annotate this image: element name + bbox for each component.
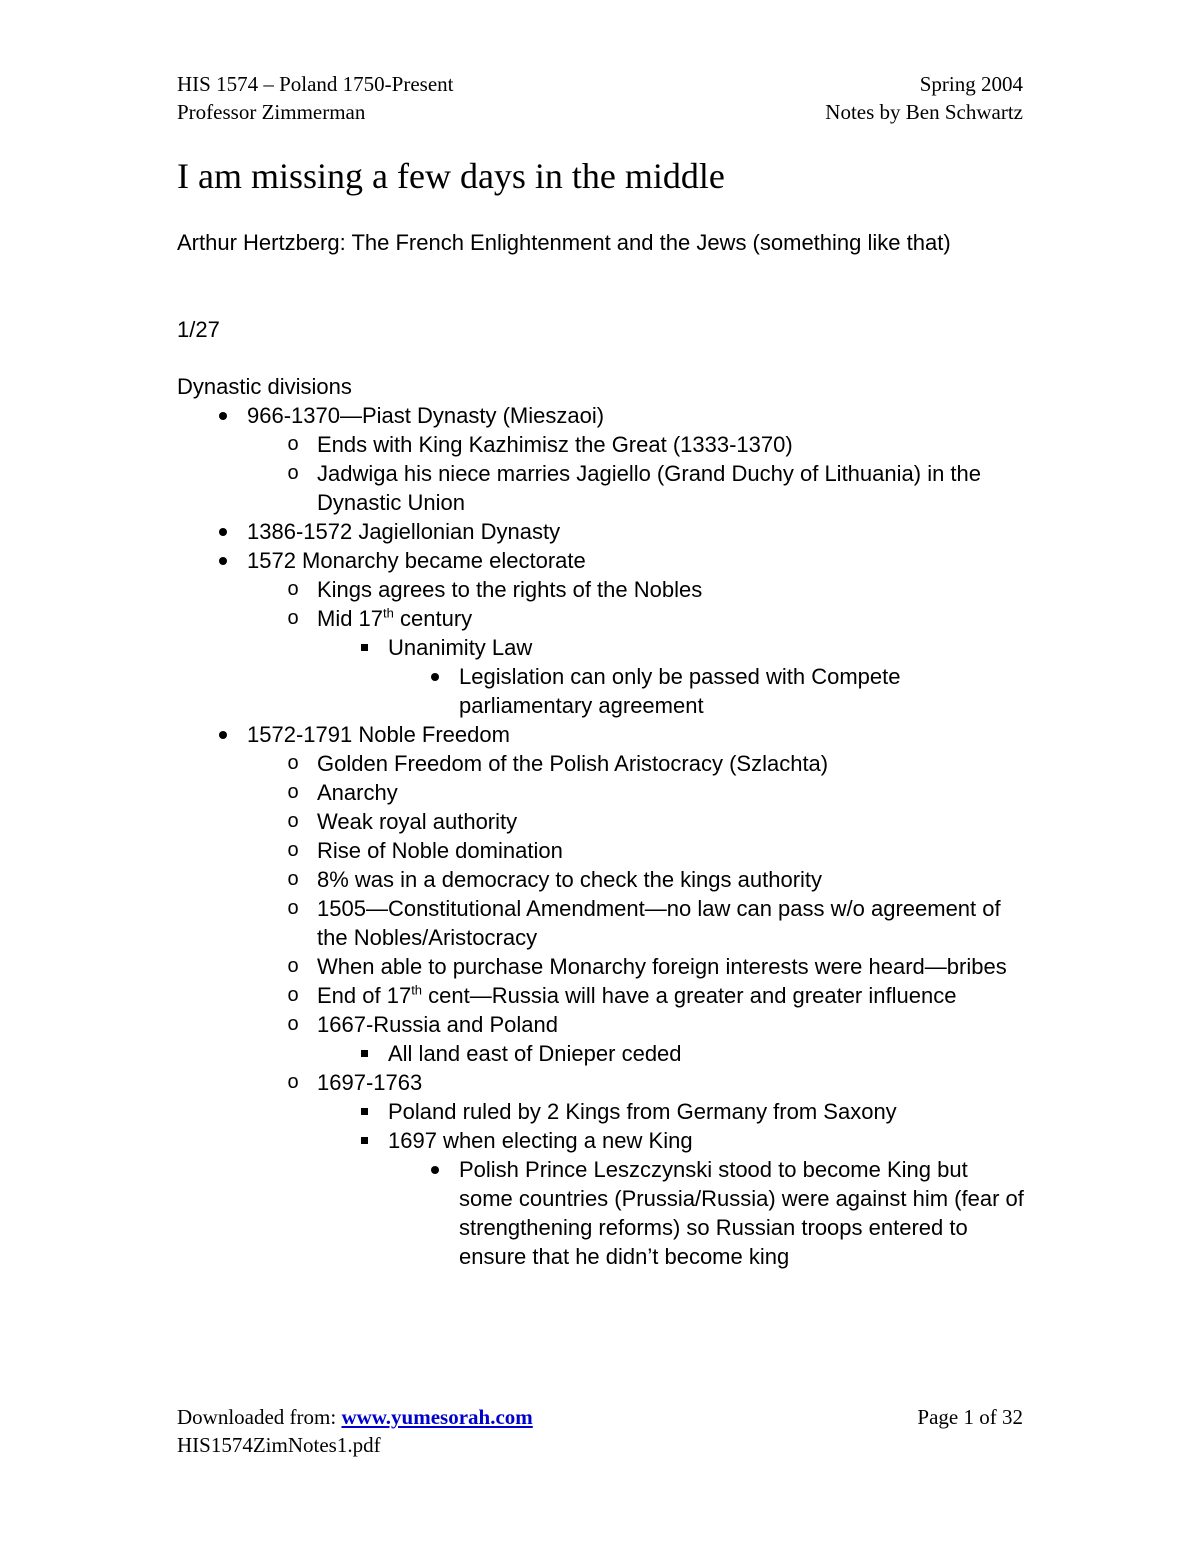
section-title: Dynastic divisions <box>177 374 352 399</box>
bullet-square-icon <box>354 1097 374 1126</box>
list-item <box>388 633 1027 662</box>
list-item-text: Polish Prince Leszczynski stood to become King but some countries (Prussia/Russia) were against him (fear of strengthening reforms) so Russian troops entered to ensure that he didn’t become king <box>459 1157 1024 1269</box>
file-name: HIS1574ZimNotes1.pdf <box>177 1433 381 1457</box>
bullet-circle-icon: o <box>287 607 299 629</box>
list-item <box>287 894 1027 952</box>
list-item-text: Golden Freedom of the Polish Aristocracy (Szlachta) <box>317 751 829 776</box>
bullet-square-icon <box>354 1126 374 1155</box>
list-item <box>459 1155 1027 1271</box>
list-item <box>287 836 1027 865</box>
list-item-text: 1505—Constitutional Amendment—no law can pass w/o agreement of the Nobles/Aristocracy <box>317 896 1001 950</box>
list-item <box>287 459 1027 517</box>
list-item <box>287 749 1027 778</box>
list-item <box>287 575 1027 604</box>
bullet-dot-icon <box>213 546 233 575</box>
professor-name: Professor Zimmerman <box>177 100 366 124</box>
download-source <box>177 1403 533 1431</box>
bullet-circle-icon: o <box>287 578 299 600</box>
list-item-text: Poland ruled by 2 Kings from Germany from Saxony <box>388 1099 897 1124</box>
list-item <box>247 720 1027 749</box>
notes-outline <box>177 372 1027 1271</box>
intro-paragraph: Arthur Hertzberg: The French Enlightenment and the Jews (something like that) <box>177 230 951 255</box>
list-item-text: All land east of Dnieper ceded <box>388 1041 682 1066</box>
source-link[interactable]: www.yumesorah.com <box>341 1405 533 1429</box>
list-item-text: 966-1370—Piast Dynasty (Mieszaoi) <box>247 403 605 428</box>
page-number: Page 1 of 32 <box>917 1405 1023 1429</box>
download-label: Downloaded from: <box>177 1405 342 1429</box>
list-item-text: Jadwiga his niece marries Jagiello (Grand Duchy of Lithuania) in the Dynastic Union <box>317 461 982 515</box>
bullet-square-icon <box>354 1039 374 1068</box>
list-item-text: Kings agrees to the rights of the Nobles <box>317 577 703 602</box>
lecture-date: 1/27 <box>177 317 220 342</box>
page-header-right <box>825 70 1023 126</box>
list-item-text: 8% was in a democracy to check the kings authority <box>317 867 823 892</box>
list-item <box>287 981 1027 1010</box>
page-header-left <box>177 70 454 126</box>
list-item-text: Legislation can only be passed with Compete parliamentary agreement <box>459 664 901 718</box>
term: Spring 2004 <box>919 72 1023 96</box>
page-heading: I am missing a few days in the middle <box>177 156 725 196</box>
page-footer-right <box>917 1403 1023 1431</box>
list-item <box>287 865 1027 894</box>
list-item <box>247 546 1027 575</box>
bullet-circle-icon: o <box>287 781 299 803</box>
bullet-dot-icon <box>425 662 445 691</box>
bullet-dot-icon <box>213 517 233 546</box>
bullet-square-icon <box>354 633 374 662</box>
bullet-circle-icon: o <box>287 868 299 890</box>
list-item-text: End of 17th cent—Russia will have a greater and greater influence <box>317 982 957 1008</box>
list-item <box>287 778 1027 807</box>
list-item <box>388 1039 1027 1068</box>
bullet-circle-icon: o <box>287 955 299 977</box>
list-item <box>388 1126 1027 1155</box>
list-item-text: Mid 17th century <box>317 605 473 631</box>
bullet-circle-icon: o <box>287 810 299 832</box>
bullet-circle-icon: o <box>287 1071 299 1093</box>
page-footer-left <box>177 1403 533 1459</box>
list-item-text: Ends with King Kazhimisz the Great (1333-1370) <box>317 432 793 457</box>
notes-author: Notes by Ben Schwartz <box>825 100 1023 124</box>
list-item <box>247 401 1027 430</box>
list-item <box>459 662 1027 720</box>
list-item-text: When able to purchase Monarchy foreign interests were heard—bribes <box>317 954 1007 979</box>
list-item-text: 1667-Russia and Poland <box>317 1012 558 1037</box>
bullet-circle-icon: o <box>287 462 299 484</box>
bullet-circle-icon: o <box>287 433 299 455</box>
bullet-dot-icon <box>425 1155 445 1184</box>
course-title: HIS 1574 – Poland 1750-Present <box>177 72 454 96</box>
bullet-circle-icon: o <box>287 839 299 861</box>
list-item-text: 1572-1791 Noble Freedom <box>247 722 510 747</box>
bullet-dot-icon <box>213 720 233 749</box>
list-item <box>287 952 1027 981</box>
list-item-text: Weak royal authority <box>317 809 518 834</box>
list-item <box>287 430 1027 459</box>
list-item-text: Unanimity Law <box>388 635 533 660</box>
list-item-text: 1697 when electing a new King <box>388 1128 693 1153</box>
list-item-text: Anarchy <box>317 780 398 805</box>
list-item <box>388 1097 1027 1126</box>
bullet-circle-icon: o <box>287 897 299 919</box>
list-item <box>287 1068 1027 1097</box>
list-item <box>247 517 1027 546</box>
bullet-circle-icon: o <box>287 752 299 774</box>
list-item <box>287 807 1027 836</box>
list-item-text: 1572 Monarchy became electorate <box>247 548 586 573</box>
list-item <box>287 604 1027 633</box>
list-item-text: 1386-1572 Jagiellonian Dynasty <box>247 519 561 544</box>
bullet-circle-icon: o <box>287 1013 299 1035</box>
list-item-text: Rise of Noble domination <box>317 838 563 863</box>
bullet-dot-icon <box>213 401 233 430</box>
list-item-text: 1697-1763 <box>317 1070 423 1095</box>
list-item <box>287 1010 1027 1039</box>
bullet-circle-icon: o <box>287 984 299 1006</box>
